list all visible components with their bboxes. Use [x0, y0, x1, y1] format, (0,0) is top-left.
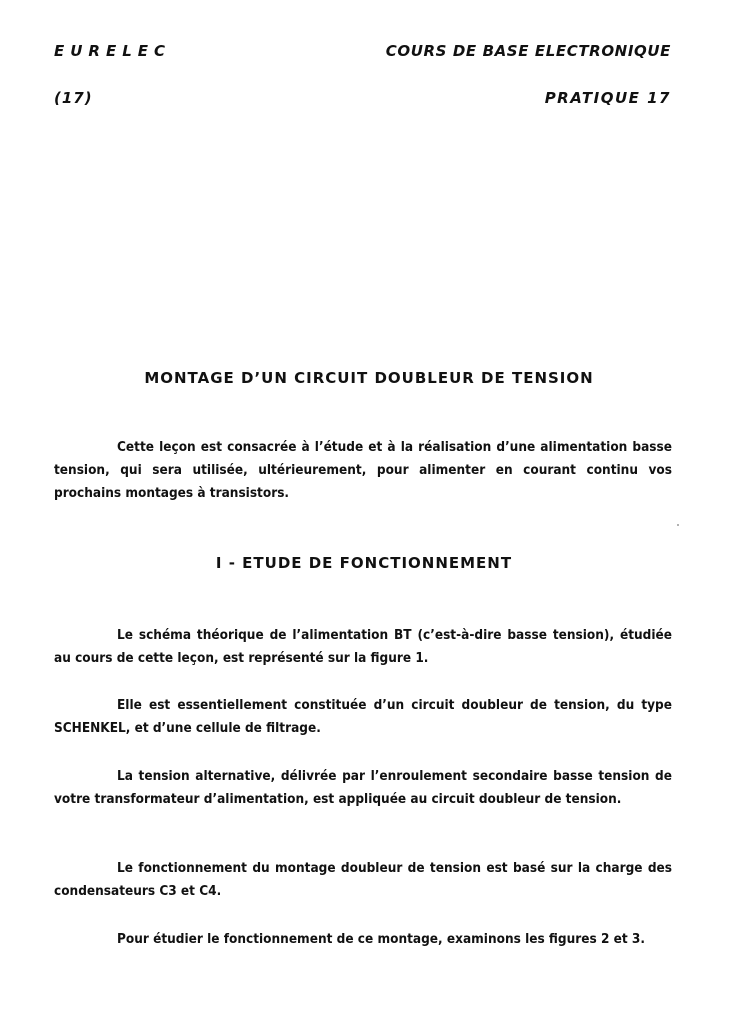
section-heading: I - ETUDE DE FONCTIONNEMENT — [215, 554, 513, 572]
paragraph-capacitor-charge: Le fonctionnement du montage doubleur de tension est basé sur la charge des condensateurs C3 et C4. — [54, 860, 672, 899]
header-brand: EURELEC — [54, 42, 172, 60]
paragraph-alternating-voltage: La tension alternative, délivrée par l’enroulement secondaire basse tension de votre transformateur d’alimentation, est appliquée au circuit doubleur de tension. — [54, 768, 672, 807]
header-lesson-label: PRATIQUE 17 — [544, 89, 671, 107]
document-title: MONTAGE D’UN CIRCUIT DOUBLEUR DE TENSION — [144, 369, 594, 387]
header-lesson-number: (17) — [54, 89, 93, 107]
header-course-title: COURS DE BASE ELECTRONIQUE — [385, 42, 671, 60]
paragraph-figures: Pour étudier le fonctionnement de ce montage, examinons les figures 2 et 3. — [117, 931, 645, 947]
paragraph-schema: Le schéma théorique de l’alimentation BT (c’est-à-dire basse tension), étudiée au cours de cette leçon, est représenté sur la figure 1. — [54, 627, 672, 666]
paragraph-intro: Cette leçon est consacrée à l’étude et à la réalisation d’une alimentation basse tension, qui sera utilisée, ultérieurement, pour alimenter en courant continu vos prochains montages à transistors. — [54, 439, 672, 501]
paragraph-composition: Elle est essentiellement constituée d’un circuit doubleur de tension, du type SCHENKEL, et d’une cellule de filtrage. — [54, 697, 672, 736]
scan-speck — [677, 524, 679, 526]
